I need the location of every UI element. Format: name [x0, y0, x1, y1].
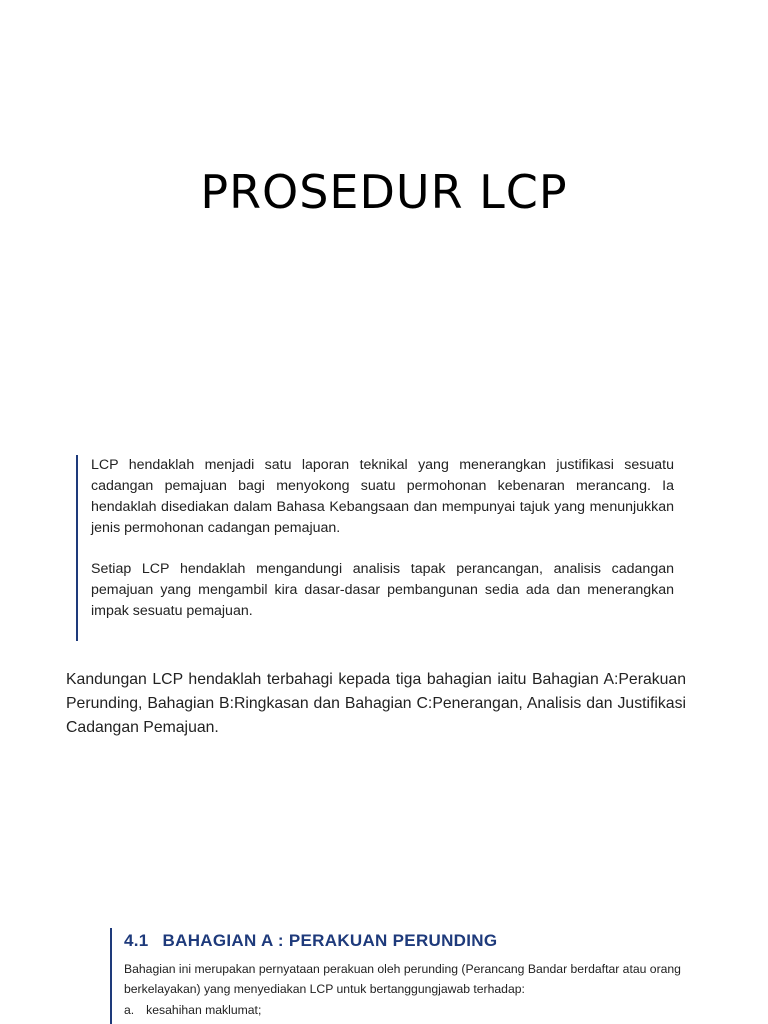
list-item-marker: a.	[124, 1003, 135, 1017]
quote-block	[76, 455, 674, 641]
section-4-1	[110, 928, 690, 1024]
quote-paragraph-2: Setiap LCP hendaklah mengandungi analisis tapak perancangan, analisis cadangan pemajuan yang mengambil kira dasar-dasar pembangunan sedia ada dan menerangkan impak sesuatu pemajuan.	[91, 561, 674, 619]
section-intro: Bahagian ini merupakan pernyataan perakuan oleh perunding (Perancang Bandar berdaftar atau orang berkelayakan) yang menyediakan LCP untuk bertanggungjawab terhadap:	[124, 962, 681, 996]
section-title: BAHAGIAN A : PERAKUAN PERUNDING	[162, 931, 498, 950]
content-paragraph: Kandungan LCP hendaklah terbahagi kepada tiga bahagian iaitu Bahagian A:Perakuan Perunding, Bahagian B:Ringkasan dan Bahagian C:Penerangan, Analisis dan Justifikasi Cadangan Pemajuan.	[66, 671, 686, 736]
page-title: PROSEDUR LCP	[200, 165, 568, 219]
list-item	[124, 1000, 690, 1020]
quote-paragraph-1: LCP hendaklah menjadi satu laporan teknikal yang menerangkan justifikasi sesuatu cadangan pemajuan bagi menyokong suatu permohonan kebenaran merancang. Ia hendaklah disediakan dalam Bahasa Kebangsaan dan mempunyai tajuk yang menunjukkan jenis permohonan cadangan pemajuan.	[91, 457, 674, 536]
section-number: 4.1	[124, 931, 149, 950]
section-heading	[124, 931, 690, 951]
list-item-text: kesahihan maklumat;	[146, 1003, 262, 1017]
